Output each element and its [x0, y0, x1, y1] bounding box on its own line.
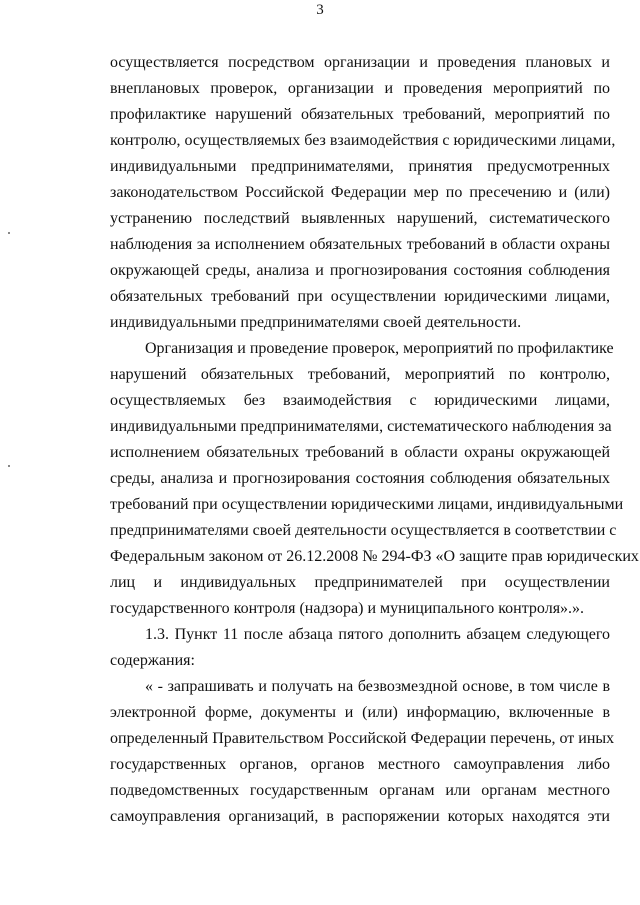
text-line: лиц и индивидуальных предпринимателей при осуществлении — [110, 574, 610, 591]
text-line: индивидуальными предпринимателями, принятия предусмотренных — [110, 158, 610, 175]
text-line: окружающей среды, анализа и прогнозирования состояния соблюдения — [110, 262, 610, 279]
text-line: осуществляемых без взаимодействия с юридическими лицами, — [110, 392, 610, 409]
text-line: определенный Правительством Российской Федерации перечень, от иных — [110, 730, 615, 747]
text-line: контролю, осуществляемых без взаимодействия с юридическими лицами, — [110, 132, 616, 149]
text-line: Организация и проведение проверок, мероприятий по профилактике — [145, 340, 614, 357]
text-line: обязательных требований при осуществлении юридическими лицами, — [110, 288, 610, 305]
text-line: содержания: — [110, 652, 195, 669]
paragraph — [110, 50, 616, 336]
text-line: устранению последствий выявленных нарушений, систематического — [110, 210, 610, 227]
paragraph — [110, 674, 615, 830]
document-body — [110, 50, 639, 830]
text-line: Федеральным законом от 26.12.2008 № 294-ФЗ «О защите прав юридических — [110, 548, 639, 565]
paragraph — [110, 336, 639, 622]
text-line: индивидуальными предпринимателями, систематического наблюдения за — [110, 418, 612, 435]
text-line: самоуправления организаций, в распоряжении которых находятся эти — [110, 808, 610, 825]
text-line: требований при осуществлении юридическими лицами, индивидуальными — [110, 496, 624, 513]
text-line: нарушений обязательных требований, мероприятий по контролю, — [110, 366, 610, 383]
text-line: наблюдения за исполнением обязательных требований в области охраны — [110, 236, 610, 253]
text-line: 1.3. Пункт 11 после абзаца пятого дополнить абзацем следующего — [145, 626, 610, 643]
scan-speck — [8, 465, 10, 467]
text-line: электронной форме, документы и (или) информацию, включенные в — [110, 704, 610, 721]
text-line: профилактике нарушений обязательных требований, мероприятий по — [110, 106, 610, 123]
text-line: исполнением обязательных требований в области охраны окружающей — [110, 444, 610, 461]
text-line: предпринимателями своей деятельности осуществляется в соответствии с — [110, 522, 617, 539]
text-line: среды, анализа и прогнозирования состояния соблюдения обязательных — [110, 470, 610, 487]
text-line: внеплановых проверок, организации и проведения мероприятий по — [110, 80, 610, 97]
text-line: подведомственных государственным органам или органам местного — [110, 782, 610, 799]
text-line: индивидуальными предпринимателями своей деятельности. — [110, 314, 522, 331]
scan-speck — [8, 232, 10, 234]
paragraph — [110, 622, 610, 674]
text-line: государственного контроля (надзора) и муниципального контроля».». — [110, 600, 585, 617]
text-line: государственных органов, органов местного самоуправления либо — [110, 756, 610, 773]
text-line: осуществляется посредством организации и проведения плановых и — [110, 54, 610, 71]
page-number: 3 — [316, 2, 324, 18]
text-line: « - запрашивать и получать на безвозмездной основе, в том числе в — [145, 678, 610, 695]
text-line: законодательством Российской Федерации мер по пресечению и (или) — [110, 184, 610, 201]
